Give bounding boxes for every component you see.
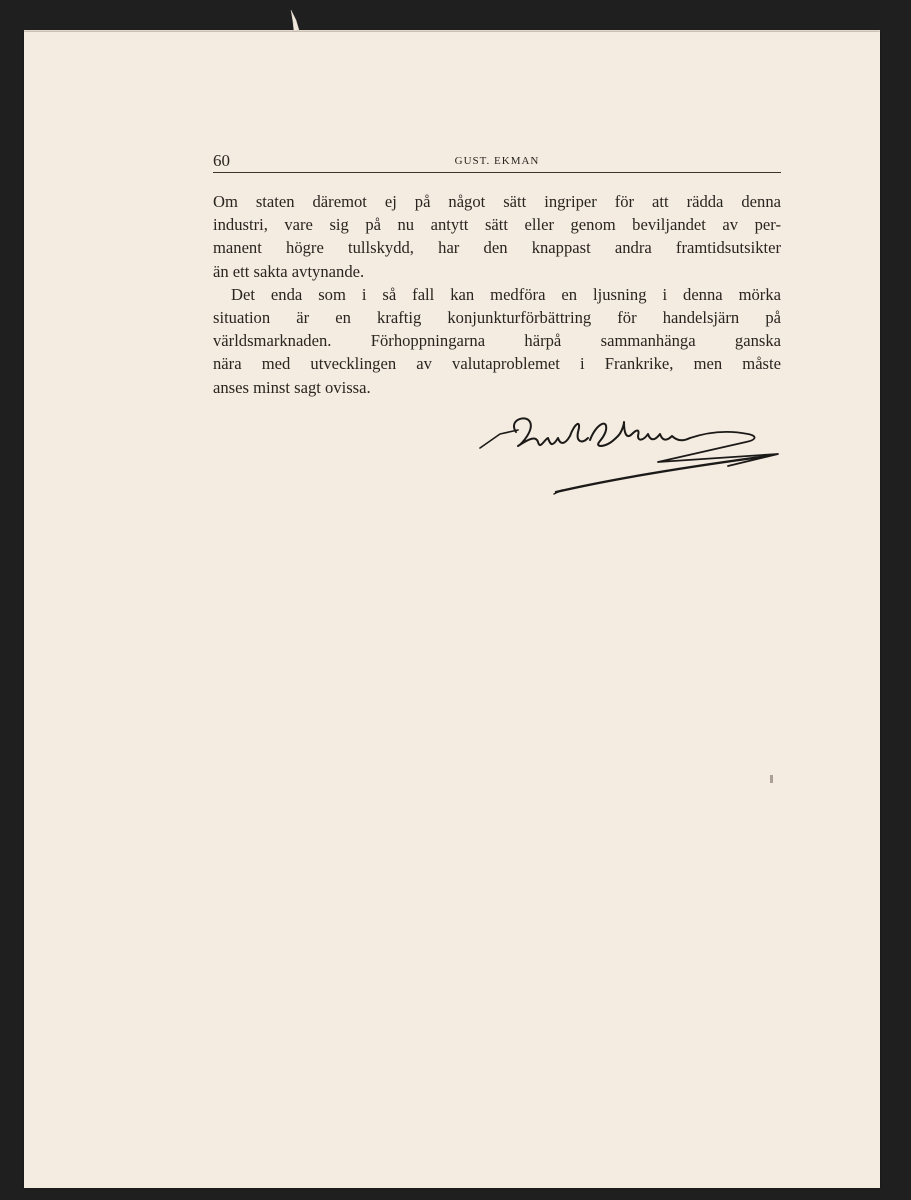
paper-speck (770, 775, 773, 783)
text-line: nära med utvecklingen av valutaproblemet i Frankrike, men måste (213, 354, 781, 374)
text-line: Det enda som i så fall kan medföra en ljusning i denna mörka (231, 284, 781, 304)
text-line: anses minst sagt ovissa. (213, 377, 371, 397)
paper-tab-mark (290, 10, 300, 32)
text-line: industri, vare sig på nu antytt sätt eller genom beviljandet av per- (213, 215, 781, 235)
text-line: världsmarknaden. Förhoppningarna härpå sammanhänga ganska (213, 331, 781, 351)
text-line: situation är en kraftig konjunkturförbättring för handelsjärn på (213, 308, 781, 328)
text-line: manent högre tullskydd, har den knappast andra framtidsutsikter (213, 238, 781, 258)
text-line: än ett sakta avtynande. (213, 261, 365, 281)
running-head: GUST. EKMAN (454, 155, 540, 167)
page-header (213, 152, 781, 173)
text-line: Om staten däremot ej på något sätt ingriper för att rädda denna (213, 192, 781, 211)
body-text (213, 190, 781, 399)
handwritten-signature (478, 410, 788, 500)
page-number: 60 (213, 151, 230, 170)
